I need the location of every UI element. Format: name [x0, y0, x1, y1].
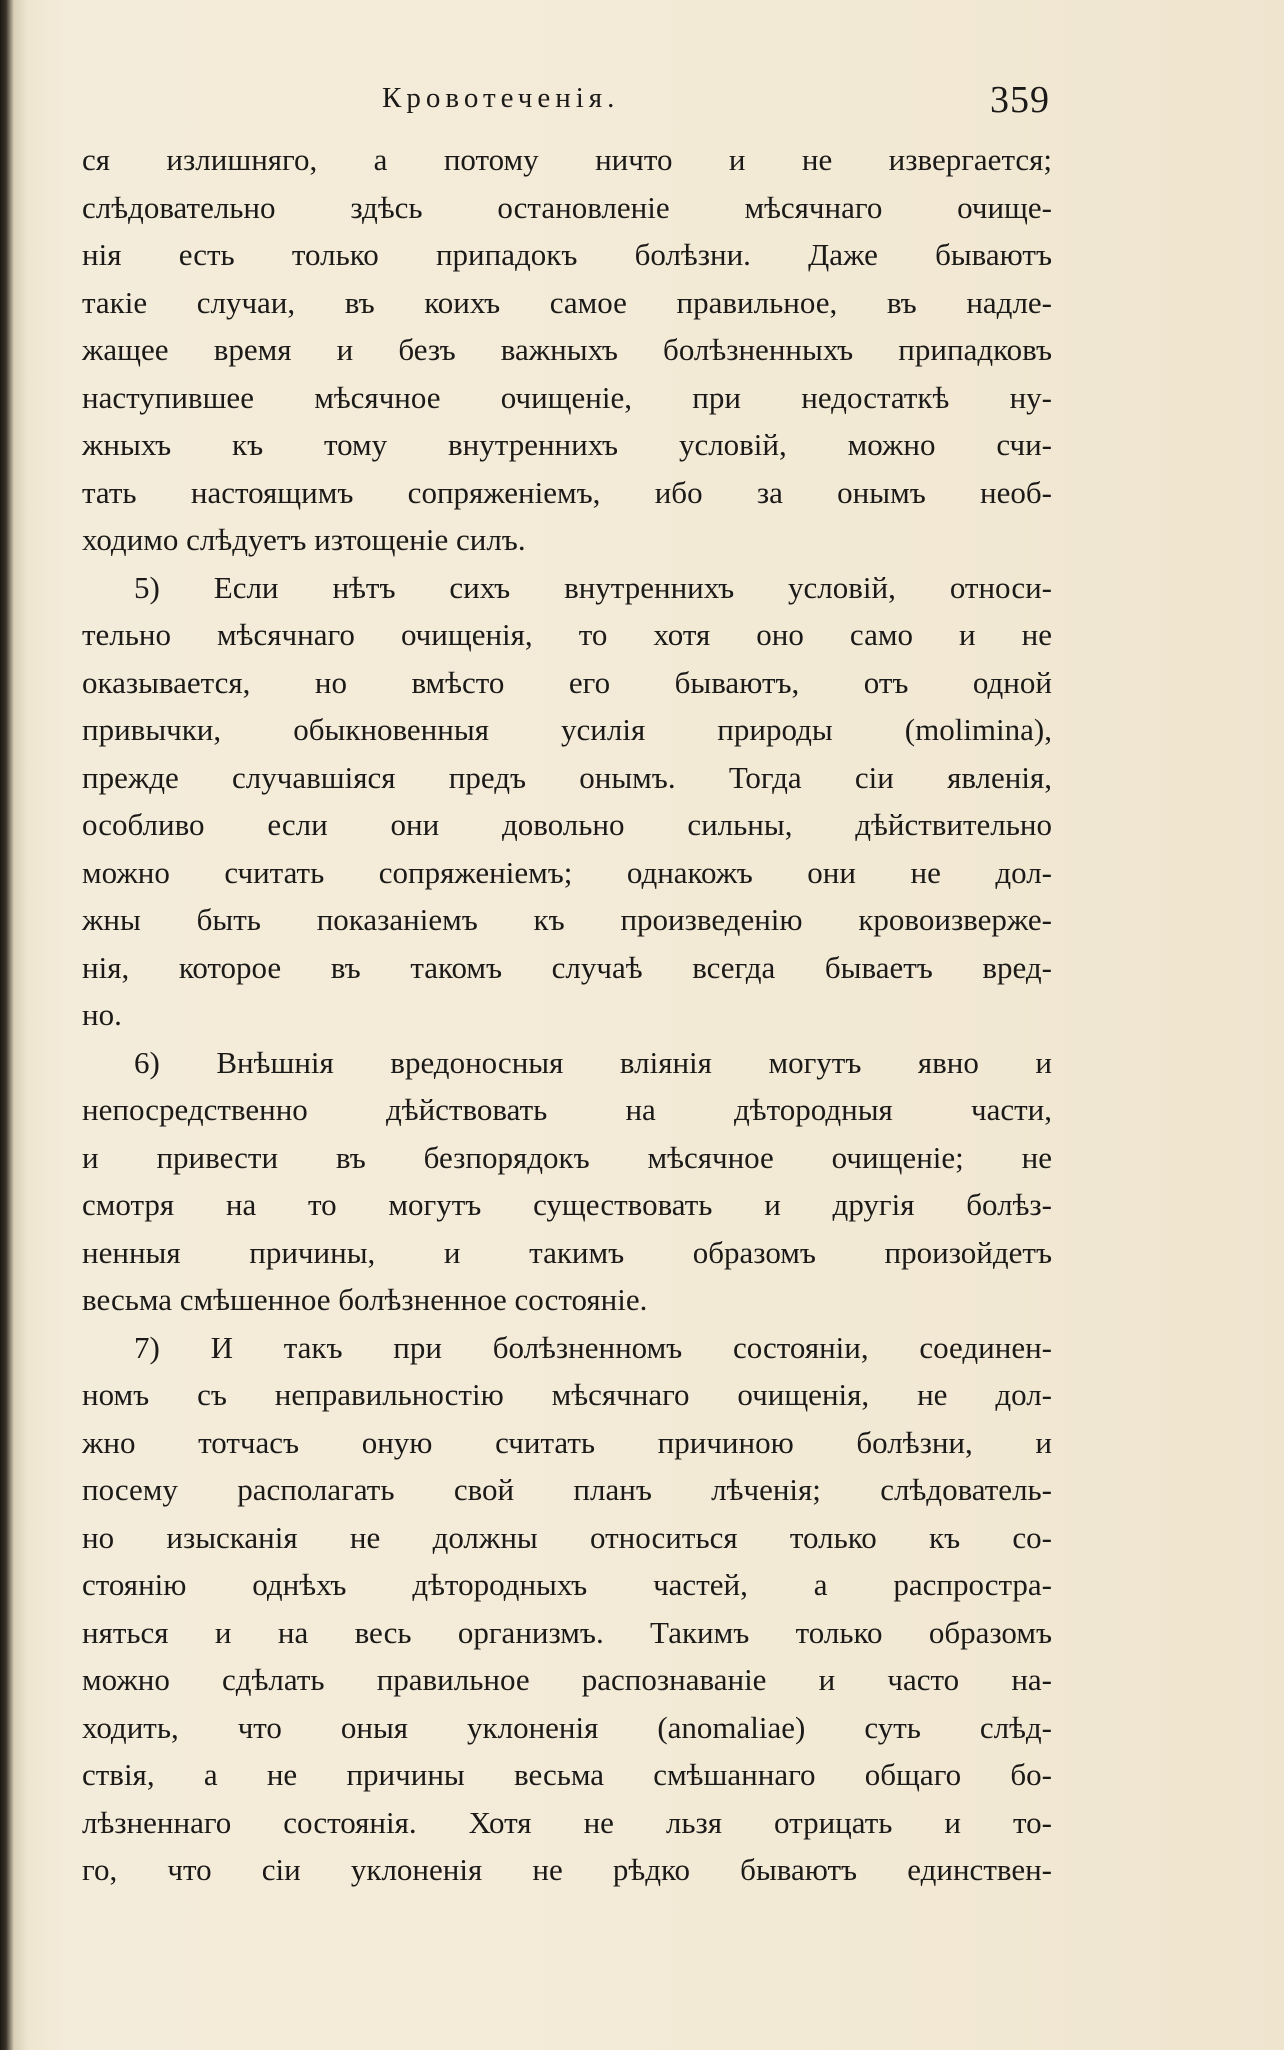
text-line: 7) И такъ при болѣзненномъ состояніи, соединен-	[134, 1329, 1052, 1365]
text-line: 6) Внѣшнія вредоносныя вліянія могутъ явно и	[134, 1044, 1052, 1080]
text-line: номъ съ неправильностію мѣсячнаго очищенія, не дол-	[82, 1377, 1052, 1412]
text-line: няться и на весь организмъ. Такимъ только образомъ	[82, 1614, 1052, 1650]
text-line: жно тотчасъ оную считать причиною болѣзни, и	[82, 1424, 1052, 1460]
text-line: можно считать сопряженіемъ; однакожъ они не дол-	[82, 854, 1052, 890]
text-line: непосредственно дѣйствовать на дѣтородныя части,	[82, 1092, 1052, 1127]
text-line: оказывается, но вмѣсто его бываютъ, отъ одной	[82, 664, 1052, 700]
text-line: посему располагать свой планъ лѣченія; слѣдователь-	[82, 1472, 1052, 1507]
text-line: особливо если они довольно сильны, дѣйствительно	[82, 807, 1052, 842]
text-line: ходимо слѣдуетъ изтощеніе силъ.	[82, 522, 526, 557]
running-head: Кровотеченія.	[382, 82, 620, 114]
text-line: весьма смѣшенное болѣзненное состояніе.	[82, 1282, 648, 1317]
text-line: нія есть только припадокъ болѣзни. Даже бываютъ	[82, 237, 1052, 272]
text-line: жныхъ къ тому внутреннихъ условій, можно счи-	[82, 427, 1052, 462]
text-line: ненныя причины, и такимъ образомъ произойдетъ	[82, 1234, 1052, 1270]
text-line: привычки, обыкновенныя усилія природы (molimina),	[82, 712, 1052, 747]
text-line: го, что сіи уклоненія не рѣдко бываютъ единствен-	[82, 1852, 1052, 1887]
text-line: жащее время и безъ важныхъ болѣзненныхъ припадковъ	[82, 332, 1052, 367]
text-line: нія, которое въ такомъ случаѣ всегда бываетъ вред-	[82, 949, 1052, 985]
text-line: ствія, а не причины весьма смѣшаннаго общаго бо-	[82, 1757, 1052, 1792]
page-number: 359	[990, 79, 1050, 121]
text-line: тельно мѣсячнаго очищенія, то хотя оно само и не	[82, 617, 1052, 652]
text-line: прежде случавшіяся предъ онымъ. Тогда сіи явленія,	[82, 759, 1052, 795]
text-line: ходить, что оныя уклоненія (anomaliae) суть слѣд-	[82, 1709, 1052, 1745]
body-text	[82, 136, 1052, 1894]
text-line: но.	[82, 997, 122, 1032]
text-line: смотря на то могутъ существовать и другія болѣз-	[82, 1187, 1052, 1222]
text-line: стоянію однѣхъ дѣтородныхъ частей, а распростра-	[82, 1567, 1052, 1602]
text-line: можно сдѣлать правильное распознаваніе и часто на-	[82, 1662, 1052, 1697]
text-line: тать настоящимъ сопряженіемъ, ибо за онымъ необ-	[82, 474, 1052, 510]
text-line: ся излишняго, а потому ничто и не извергается;	[82, 142, 1052, 177]
text-line: 5) Если нѣтъ сихъ внутреннихъ условій, относи-	[134, 569, 1052, 605]
text-line: такіе случаи, въ коихъ самое правильное, въ надле-	[82, 284, 1052, 320]
page-header	[0, 79, 1284, 122]
text-line: слѣдовательно здѣсь остановленіе мѣсячнаго очище-	[82, 189, 1052, 225]
text-line: наступившее мѣсячное очищеніе, при недостаткѣ ну-	[82, 379, 1052, 415]
text-line: и привести въ безпорядокъ мѣсячное очищеніе; не	[82, 1139, 1052, 1175]
text-line: жны быть показаніемъ къ произведенію кровоизверже-	[82, 902, 1052, 937]
text-line: лѣзненнаго состоянія. Хотя не льзя отрицать и то-	[82, 1804, 1052, 1840]
text-line: но изысканія не должны относиться только къ со-	[82, 1519, 1052, 1555]
